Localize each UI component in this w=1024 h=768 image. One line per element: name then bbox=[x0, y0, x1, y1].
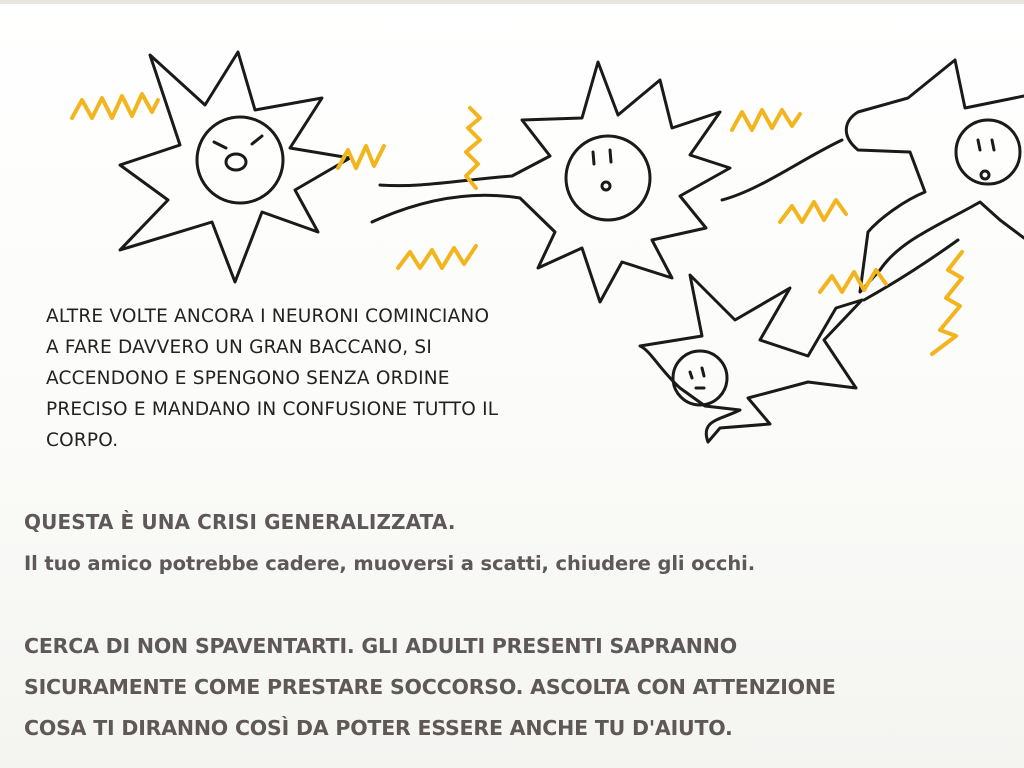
advice-paragraph: CERCA DI NON SPAVENTARTI. GLI ADULTI PRESENTI SAPRANNO SICURAMENTE COME PRESTARE SOCCORSO. ASCOLTA CON ATTENZIONE COSA TI DIRANNO COSÌ DA POTER ESSERE ANCHE TU D'AIUTO. bbox=[24, 634, 836, 740]
angry-neuron-icon bbox=[120, 52, 350, 282]
falling-neuron-icon bbox=[640, 240, 958, 442]
crisis-description: Il tuo amico potrebbe cadere, muoversi a scatti, chiudere gli occhi. bbox=[24, 552, 756, 575]
story-paragraph: ALTRE VOLTE ANCORA I NEURONI COMINCIANO A FARE DAVVERO UN GRAN BACCANO, SI ACCENDONO E SPENGONO SENZA ORDINE PRECISO E MANDANO IN CONFUSIONE TUTTO IL CORPO. bbox=[46, 306, 499, 451]
crisis-title: QUESTA È UNA CRISI GENERALIZZATA. bbox=[24, 510, 456, 534]
